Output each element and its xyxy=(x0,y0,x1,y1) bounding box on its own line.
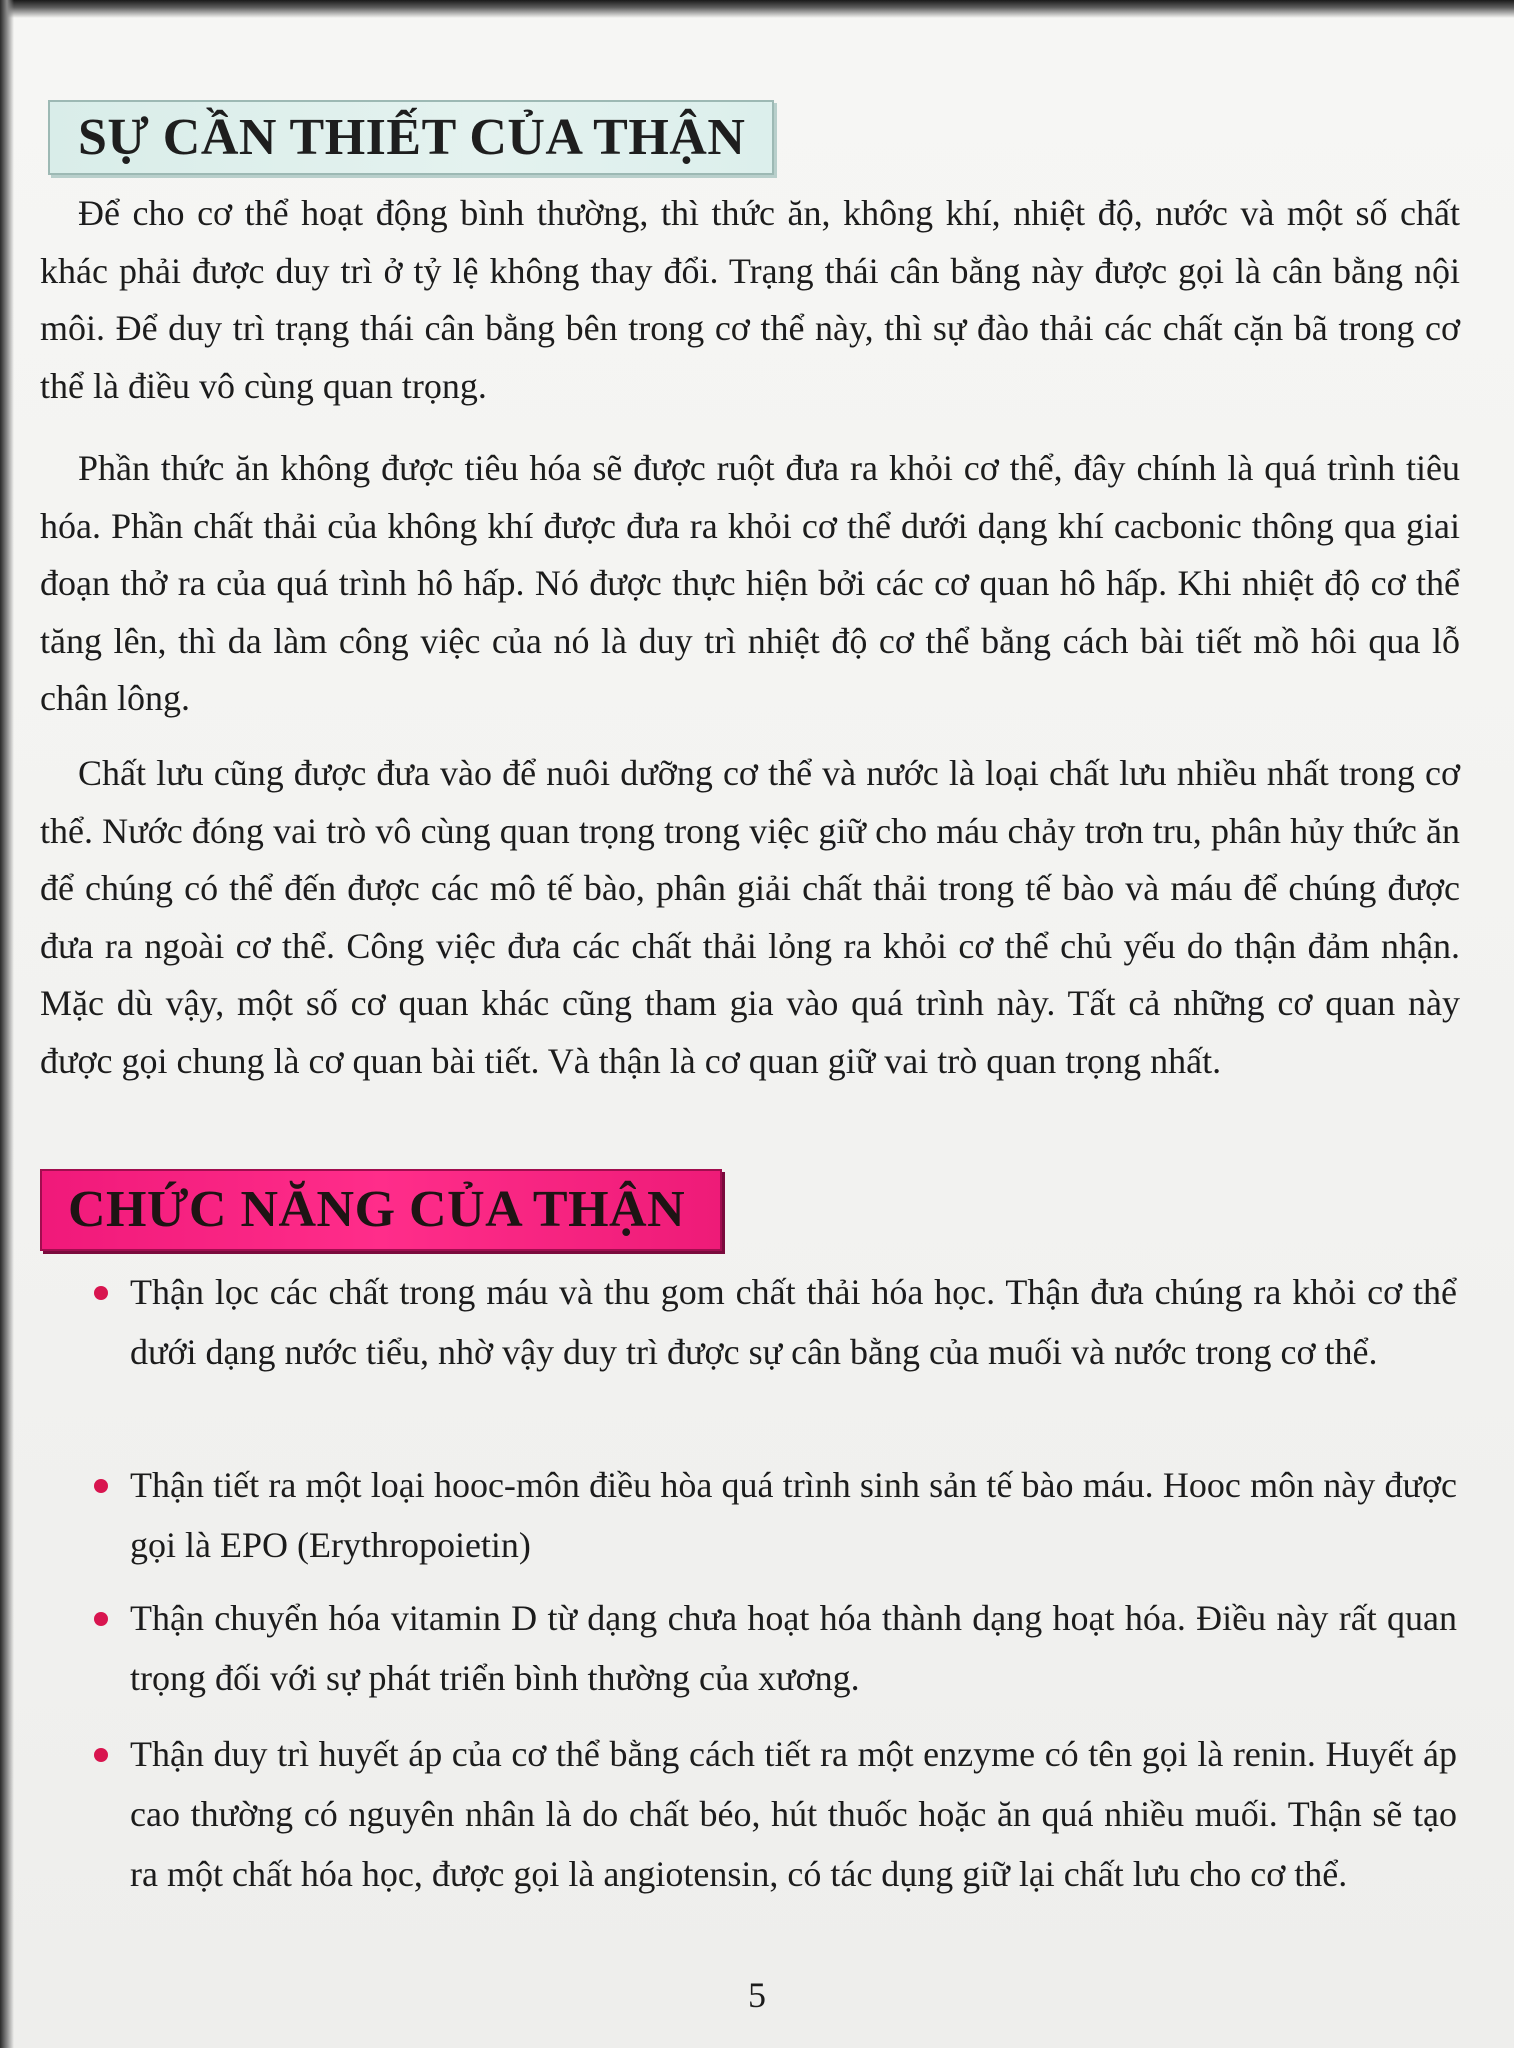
list-item-text: Thận chuyển hóa vitamin D từ dạng chưa hoạt hóa thành dạng hoạt hóa. Điều này rất quan trọng đối với sự phát triển bình thường của xương. xyxy=(130,1598,1457,1698)
page-edge-left xyxy=(0,0,14,2048)
list-item-text: Thận duy trì huyết áp của cơ thể bằng cách tiết ra một enzyme có tên gọi là renin. Huyết áp cao thường có nguyên nhân là do chất béo, hút thuốc hoặc ăn quá nhiều muối. Thận sẽ tạo ra một chất hóa học, được gọi là angiotensin, có tác dụng giữ lại chất lưu cho cơ thể. xyxy=(130,1734,1457,1894)
list-item xyxy=(92,1588,1457,1708)
list-item-text: Thận lọc các chất trong máu và thu gom chất thải hóa học. Thận đưa chúng ra khỏi cơ thể dưới dạng nước tiểu, nhờ vậy duy trì được sự cân bằng của muối và nước trong cơ thể. xyxy=(130,1272,1457,1372)
list-item xyxy=(92,1724,1457,1904)
paragraph-homeostasis: Để cho cơ thể hoạt động bình thường, thì thức ăn, không khí, nhiệt độ, nước và một số chất khác phải được duy trì ở tỷ lệ không thay đổi. Trạng thái cân bằng này được gọi là cân bằng nội môi. Để duy trì trạng thái cân bằng bên trong cơ thể này, thì sự đào thải các chất cặn bã trong cơ thể là điều vô cùng quan trọng. xyxy=(40,193,1460,406)
list-item xyxy=(92,1455,1457,1575)
bullet-dot-icon xyxy=(94,1612,108,1626)
bullet-dot-icon xyxy=(94,1286,108,1300)
paragraph-digestion-respiration: Phần thức ăn không được tiêu hóa sẽ được ruột đưa ra khỏi cơ thể, đây chính là quá trình tiêu hóa. Phần chất thải của không khí được đưa ra khỏi cơ thể dưới dạng khí cacbonic thông qua giai đoạn thở ra của quá trình hô hấp. Nó được thực hiện bởi các cơ quan hô hấp. Khi nhiệt độ cơ thể tăng lên, thì da làm công việc của nó là duy trì nhiệt độ cơ thể bằng cách bài tiết mồ hôi qua lỗ chân lông. xyxy=(40,448,1460,718)
paragraph-fluid-excretion: Chất lưu cũng được đưa vào để nuôi dưỡng cơ thể và nước là loại chất lưu nhiều nhất trong cơ thể. Nước đóng vai trò vô cùng quan trọng trong việc giữ cho máu chảy trơn tru, phân hủy thức ăn để chúng có thể đến được các mô tế bào, phân giải chất thải trong tế bào và máu để chúng được đưa ra ngoài cơ thể. Công việc đưa các chất thải lỏng ra khỏi cơ thể chủ yếu do thận đảm nhận. Mặc dù vậy, một số cơ quan khác cũng tham gia vào quá trình này. Tất cả những cơ quan này được gọi chung là cơ quan bài tiết. Và thận là cơ quan giữ vai trò quan trọng nhất. xyxy=(40,753,1460,1081)
bullet-dot-icon xyxy=(94,1479,108,1493)
list-item xyxy=(92,1262,1457,1382)
bullet-dot-icon xyxy=(94,1748,108,1762)
section-heading-functions: CHỨC NĂNG CỦA THẬN xyxy=(40,1169,722,1251)
section-heading-necessity: SỰ CẦN THIẾT CỦA THẬN xyxy=(48,100,774,175)
page-edge-top xyxy=(0,0,1514,18)
page-number: 5 xyxy=(748,1975,766,2015)
list-item-text: Thận tiết ra một loại hooc-môn điều hòa quá trình sinh sản tế bào máu. Hooc môn này được gọi là EPO (Erythropoietin) xyxy=(130,1465,1457,1565)
